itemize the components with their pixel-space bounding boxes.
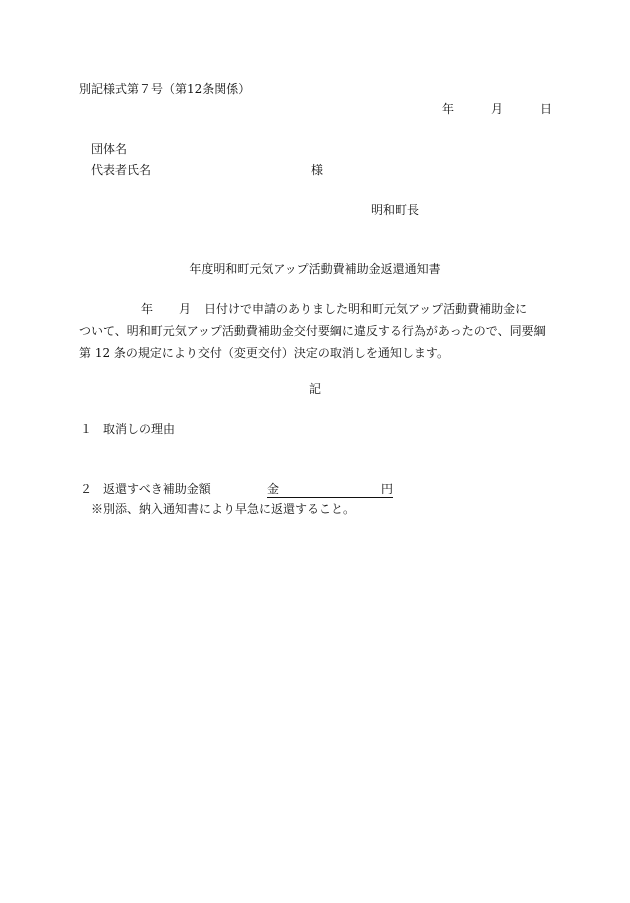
body-year: 年 — [141, 302, 154, 316]
item-1-label: 取消しの理由 — [103, 422, 176, 436]
ki-heading: 記 — [308, 382, 321, 396]
body-line-1 — [79, 298, 553, 320]
amount-prefix: 金 — [267, 482, 280, 496]
item-2-number: ２ — [80, 482, 93, 496]
representative-label: 代表者氏名 — [91, 163, 152, 177]
date-day: 日 — [540, 102, 553, 116]
body-month: 月 — [179, 302, 192, 316]
amount-suffix: 円 — [380, 482, 393, 496]
body-line-3: 第 12 条の規定により交付（変更交付）決定の取消しを通知します。 — [79, 346, 449, 360]
document-title: 年度明和町元気アップ活動費補助金返還通知書 — [189, 262, 441, 276]
item-1-number: １ — [80, 422, 93, 436]
sender-name: 明和町長 — [371, 203, 420, 217]
date-month: 月 — [491, 102, 504, 116]
body-line-1-rest: 日付けで申請のありました明和町元気アップ活動費補助金に — [204, 302, 528, 316]
return-note: ※別添、納入通知書により早急に返還すること。 — [91, 502, 356, 516]
item-2-label: 返還すべき補助金額 — [103, 482, 211, 496]
body-line-2: ついて、明和町元気アップ活動費補助金交付要綱に違反する行為があったので、同要綱 — [79, 324, 546, 338]
honorific: 様 — [311, 163, 324, 177]
date-year: 年 — [442, 102, 455, 116]
group-name-label: 団体名 — [91, 142, 128, 156]
form-label: 別記様式第７号（第12条関係） — [79, 82, 251, 96]
body-paragraph — [79, 298, 553, 364]
amount-field — [267, 481, 393, 498]
